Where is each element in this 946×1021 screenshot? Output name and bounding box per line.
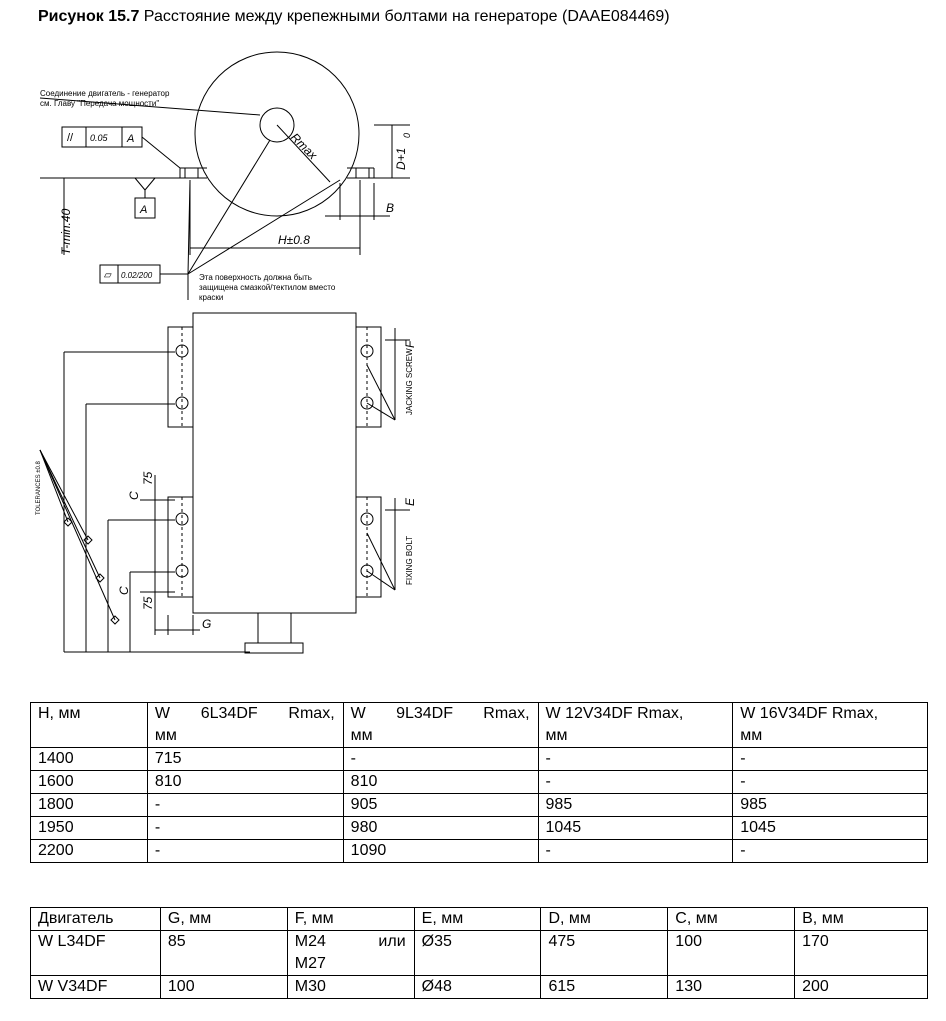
cell: -	[147, 794, 343, 817]
cell: 1045	[733, 817, 928, 840]
cell: 905	[343, 794, 538, 817]
g-dimension: G	[202, 617, 212, 631]
cell: 1090	[343, 840, 538, 863]
note-surface-line2: защищена смазкой/тектилом вместо	[199, 283, 336, 292]
dim-75-top: 75	[141, 471, 155, 485]
cell: 810	[147, 771, 343, 794]
foot-right-bottom	[356, 497, 381, 597]
svg-text://: //	[67, 132, 74, 144]
cell: -	[538, 771, 733, 794]
header-cell: Двигатель	[31, 908, 161, 931]
header-cell: F, мм	[287, 908, 414, 931]
note-coupling-line1: Соединение двигатель - генератор	[40, 89, 170, 98]
note-surface-line3: краски	[199, 293, 224, 302]
fixing-bolt-label: FIXING BOLT	[405, 535, 414, 585]
cell: -	[733, 748, 928, 771]
cell: 1045	[538, 817, 733, 840]
cell: Ø48	[414, 976, 541, 999]
cell: M30	[287, 976, 414, 999]
cell: 100	[668, 931, 795, 976]
cell: -	[147, 817, 343, 840]
cell: 2200	[31, 840, 148, 863]
h-dimension: H±0.8	[278, 233, 310, 247]
cell: Ø35	[414, 931, 541, 976]
f-label: F	[403, 340, 417, 348]
header-cell: G, мм	[160, 908, 287, 931]
figure-code: (DAAE084469)	[561, 8, 670, 25]
foot-left-top	[168, 327, 193, 427]
cell: 615	[541, 976, 668, 999]
header-cell: H, мм	[31, 703, 148, 748]
generator-plan-view	[40, 313, 410, 653]
cell: M24 или M27	[287, 931, 414, 976]
cell: -	[538, 748, 733, 771]
d-dimension-lower: 0	[402, 132, 412, 138]
cell: 715	[147, 748, 343, 771]
c-dimension-bottom: C	[117, 586, 131, 595]
cell: 980	[343, 817, 538, 840]
dim-75-bottom: 75	[141, 596, 155, 610]
header-cell: C, мм	[668, 908, 795, 931]
technical-drawing	[0, 30, 946, 670]
engine-dimensions-table	[30, 907, 928, 999]
cell: 810	[343, 771, 538, 794]
header-cell: W 16V34DF Rmax, мм	[733, 703, 928, 748]
cell: 985	[538, 794, 733, 817]
cell: -	[733, 771, 928, 794]
cell: 1400	[31, 748, 148, 771]
cell: -	[733, 840, 928, 863]
header-cell: E, мм	[414, 908, 541, 931]
table-row	[31, 794, 928, 817]
note-surface-line1: Эта поверхность должна быть	[199, 273, 312, 282]
cell: 985	[733, 794, 928, 817]
cell: 85	[160, 931, 287, 976]
e-label: E	[403, 497, 417, 506]
cell: W L34DF	[31, 931, 161, 976]
cell: 1950	[31, 817, 148, 840]
header-cell: W 12V34DF Rmax, мм	[538, 703, 733, 748]
cell: 100	[160, 976, 287, 999]
cell: -	[538, 840, 733, 863]
table-row	[31, 748, 928, 771]
cell: W V34DF	[31, 976, 161, 999]
cell: 475	[541, 931, 668, 976]
cell: 170	[795, 931, 928, 976]
t-dimension: T-min.40	[59, 208, 73, 255]
generator-circle	[195, 52, 359, 216]
header-cell: D, мм	[541, 908, 668, 931]
table-row	[31, 817, 928, 840]
datum-ref: A	[127, 133, 135, 145]
table-row	[31, 771, 928, 794]
rmax-table	[30, 702, 928, 863]
cell: 1800	[31, 794, 148, 817]
table-header-row	[31, 908, 928, 931]
note-coupling-line2: см. Главу "Передача мощности"	[40, 99, 160, 108]
cell: -	[343, 748, 538, 771]
cell: 200	[795, 976, 928, 999]
parallel-tolerance: 0.05	[90, 133, 108, 143]
foot-right-top	[356, 327, 381, 427]
table-row	[31, 931, 928, 976]
figure-number: Рисунок 15.7	[38, 8, 140, 25]
jacking-screw-label: JACKING SCREW	[405, 348, 414, 415]
table-row	[31, 976, 928, 999]
header-cell: B, мм	[795, 908, 928, 931]
c-dimension-top: C	[127, 491, 141, 500]
tolerances-label: TOLERANCES ±0.8	[36, 461, 42, 515]
flatness-tolerance: 0.02/200	[121, 271, 153, 280]
svg-text:▱: ▱	[104, 270, 112, 281]
datum-label: A	[140, 204, 148, 216]
header-cell: W 9L34DF Rmax, мм	[343, 703, 538, 748]
figure-caption	[38, 8, 670, 26]
cell: 130	[668, 976, 795, 999]
cell: 1600	[31, 771, 148, 794]
generator-body	[193, 313, 356, 613]
foot-left-bottom	[168, 497, 193, 597]
rmax-label: Rmax	[287, 130, 320, 163]
header-cell: W 6L34DF Rmax, мм	[147, 703, 343, 748]
figure-title: Расстояние между крепежными болтами на генераторе	[143, 8, 558, 25]
b-dimension: B	[386, 201, 395, 215]
d-dimension: D+1	[394, 147, 408, 170]
cell: -	[147, 840, 343, 863]
table-row	[31, 840, 928, 863]
table-header-row	[31, 703, 928, 748]
